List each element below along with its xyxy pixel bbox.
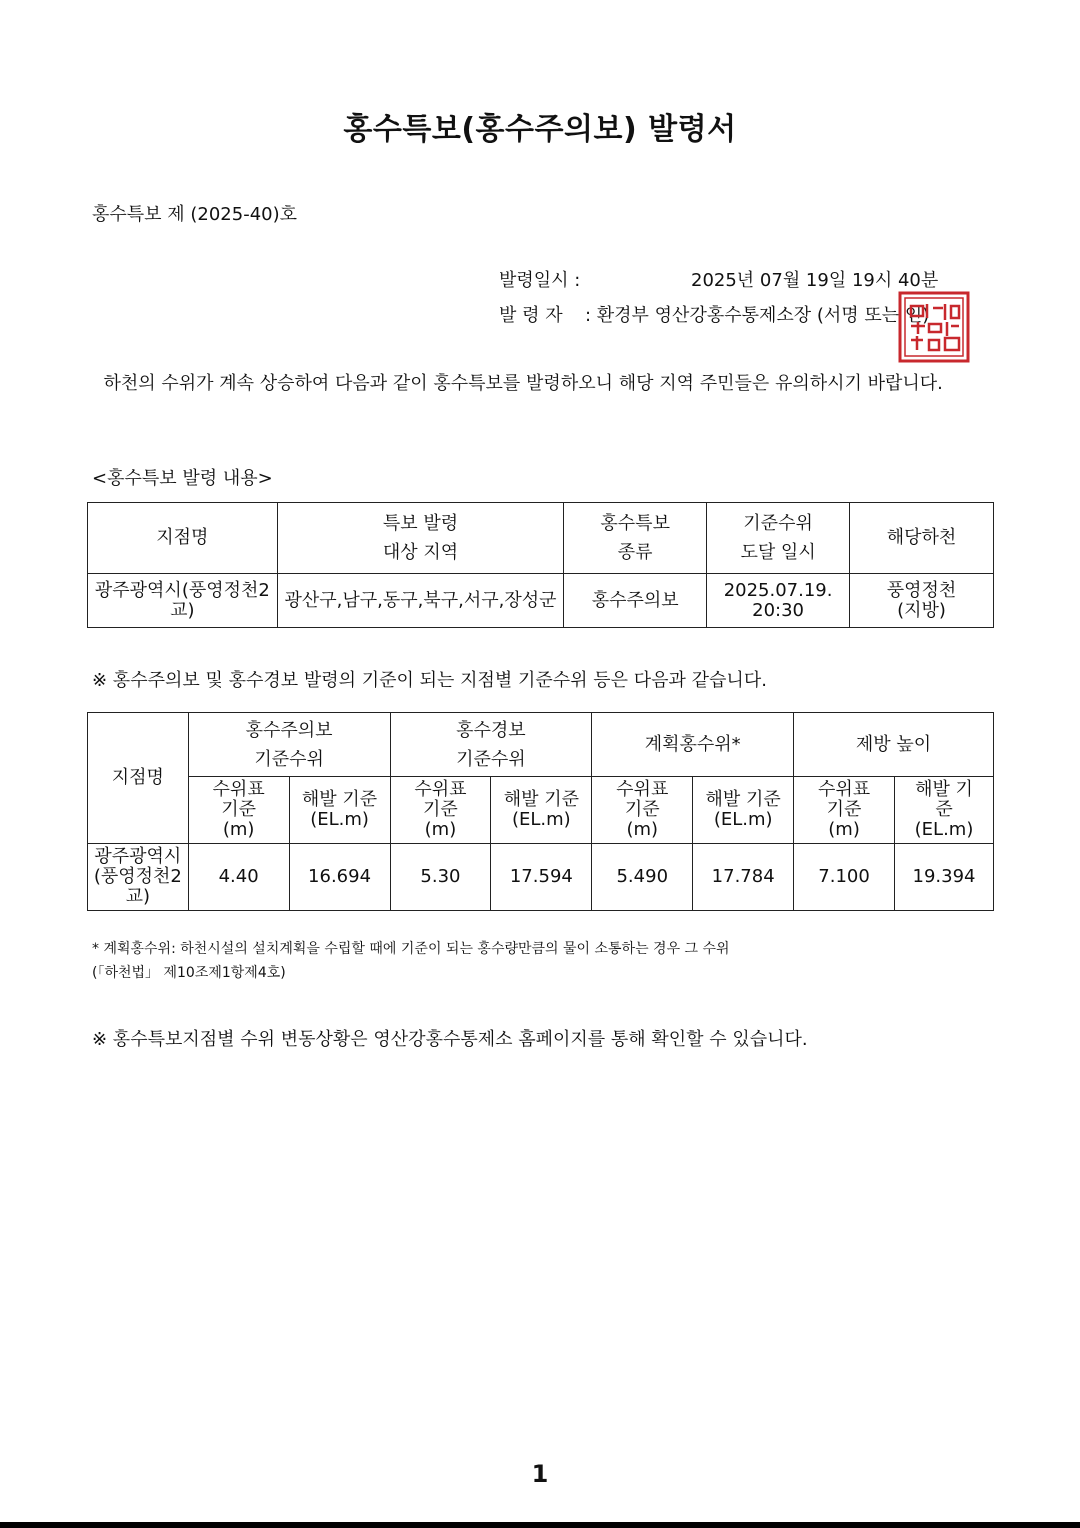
bottom-border [0, 1522, 1080, 1528]
cell-levee-gauge: 7.100 [794, 844, 895, 911]
cell-warning-gauge: 5.30 [390, 844, 491, 911]
sub-gauge: 수위표 기준 (m) [592, 777, 693, 844]
issuer-label: 발 령 자 [499, 305, 563, 326]
sub-elev: 해발 기준 (EL.m) [491, 777, 592, 844]
cell-reach-time: 2025.07.19. 20:30 [707, 574, 850, 628]
issuer-value: : 환경부 영산강홍수통제소장 (서명 또는 인) [585, 305, 930, 326]
criteria-header-watch [188, 713, 390, 777]
cell-planned-elev: 17.784 [693, 844, 794, 911]
sub-elev: 해발 기준 (EL.m) [693, 777, 794, 844]
issue-date-value: 2025년 07월 19일 19시 40분 [691, 270, 939, 291]
criteria-header-warning-line1: 홍수경보 [456, 719, 526, 741]
footnote-line1: * 계획홍수위: 하천시설의 설치계획을 수립할 때에 기준이 되는 홍수량만큼의 물이 소통하는 경우 그 수위 [92, 941, 730, 957]
cell-planned-gauge: 5.490 [592, 844, 693, 911]
cell-type: 홍수주의보 [564, 574, 707, 628]
cell-river: 풍영정천 (지방) [850, 574, 994, 628]
intro-paragraph [92, 368, 992, 399]
header-reach-time [707, 503, 850, 574]
header-type-line2: 종류 [617, 542, 653, 563]
criteria-header-planned: 계획홍수위* [592, 713, 794, 777]
header-target-area-line1: 특보 발령 [382, 513, 459, 534]
criteria-header-watch-line2: 기준수위 [254, 748, 324, 770]
header-reach-time-line2: 도달 일시 [740, 542, 816, 563]
intro-text: 하천의 수위가 계속 상승하여 다음과 같이 홍수특보를 발령하오니 해당 지역 주민들은 유의하시기 바랍니다. [103, 373, 943, 394]
issuer-row [499, 301, 929, 327]
cell-warning-elev: 17.594 [491, 844, 592, 911]
official-seal [897, 290, 971, 364]
criteria-header-warning [390, 713, 592, 777]
cell-target-area: 광산구,남구,동구,북구,서구,장성군 [277, 574, 564, 628]
issue-date-label: 발령일시 : [499, 270, 581, 291]
sub-elev: 해발 기준 (EL.m) [895, 777, 994, 844]
header-target-area [277, 503, 564, 574]
sub-gauge: 수위표 기준 (m) [794, 777, 895, 844]
criteria-header-row-1 [88, 713, 994, 777]
criteria-header-station: 지점명 [88, 713, 189, 844]
criteria-header-warning-line2: 기준수위 [456, 748, 526, 770]
sub-gauge: 수위표 기준 (m) [390, 777, 491, 844]
sub-gauge: 수위표 기준 (m) [188, 777, 289, 844]
criteria-table [87, 712, 994, 911]
table-row [88, 574, 994, 628]
cell-levee-elev: 19.394 [895, 844, 994, 911]
header-type [564, 503, 707, 574]
page-number: 1 [531, 1460, 549, 1488]
header-station: 지점명 [88, 503, 278, 574]
criteria-note: ※ 홍수주의보 및 홍수경보 발령의 기준이 되는 지점별 기준수위 등은 다음과 같습니다. [92, 670, 767, 691]
criteria-header-levee: 제방 높이 [794, 713, 994, 777]
document-title: 홍수특보(홍수주의보) 발령서 [343, 112, 737, 147]
cell-watch-elev: 16.694 [289, 844, 390, 911]
cell-station: 광주광역시(풍영정천2교) [88, 574, 278, 628]
document-number: 홍수특보 제 (2025-40)호 [92, 204, 298, 225]
criteria-header-watch-line1: 홍수주의보 [245, 719, 333, 741]
criteria-header-row-2 [88, 777, 994, 844]
sub-elev: 해발 기준 (EL.m) [289, 777, 390, 844]
homepage-note: ※ 홍수특보지점별 수위 변동상황은 영산강홍수통제소 홈페이지를 통해 확인할 수 있습니다. [92, 1029, 808, 1050]
header-type-line1: 홍수특보 [600, 513, 670, 534]
cell-station: 광주광역시(풍영정천2교) [88, 844, 189, 911]
issue-date-row [499, 266, 938, 292]
cell-watch-gauge: 4.40 [188, 844, 289, 911]
warning-table-header-row [88, 503, 994, 574]
header-target-area-line2: 대상 지역 [382, 542, 459, 563]
footnote-line2: (「하천법」 제10조제1항제4호) [92, 965, 286, 981]
section-title: <홍수특보 발령 내용> [92, 468, 273, 489]
table-row [88, 844, 994, 911]
header-reach-time-line1: 기준수위 [743, 513, 813, 534]
warning-table [87, 502, 994, 628]
header-river: 해당하천 [850, 503, 994, 574]
